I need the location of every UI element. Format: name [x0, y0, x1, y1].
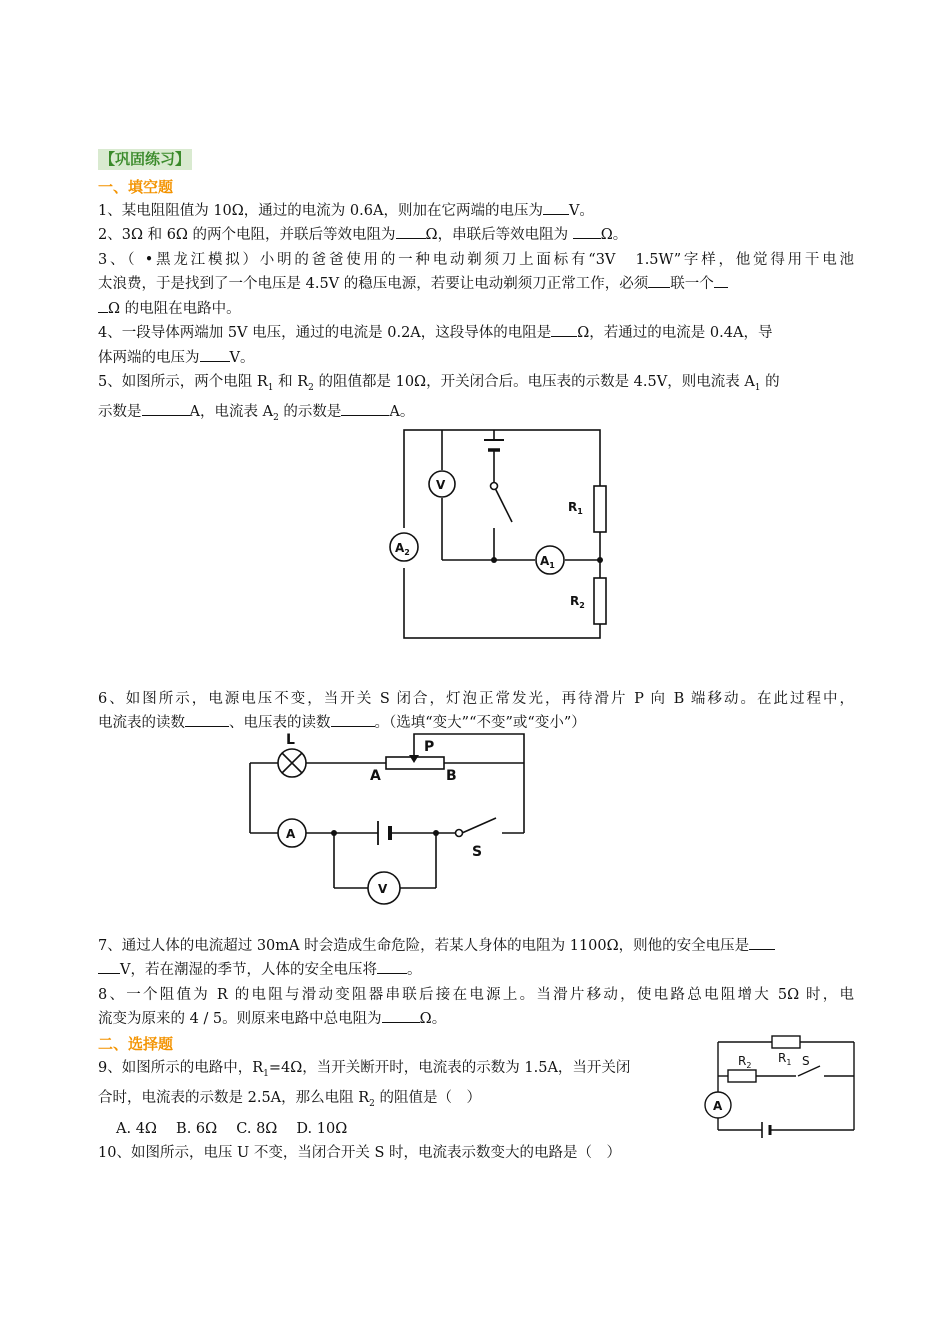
switch-label: S [472, 844, 483, 860]
question-6-line-2: 电流表的读数 、电压表的读数 。（选填“变大”“不变”或“变小”） [98, 711, 854, 736]
switch-contact [456, 830, 463, 837]
blank[interactable] [200, 346, 230, 362]
question-2: 2、3Ω 和 6Ω 的两个电阻，并联后等效电阻为 Ω，串联后等效电阻为 Ω。 [98, 223, 854, 248]
exercise-header [98, 148, 854, 173]
resistor-r2-label: $R_2$ [738, 1054, 752, 1070]
blank[interactable] [551, 321, 577, 337]
worksheet [98, 148, 854, 1166]
blank[interactable] [341, 400, 389, 416]
circuit-figure-2 [240, 728, 540, 910]
blank[interactable] [331, 711, 375, 727]
lamp-label: L [286, 732, 295, 748]
blank[interactable] [543, 199, 569, 215]
question-8-line-2: 流变为原来的 4 / 5。则原来电路中总电阻为 Ω。 [98, 1007, 854, 1032]
resistor-r1-symbol [772, 1036, 800, 1048]
question-3-line-1: 3、（ •黑龙江模拟）小明的爸爸使用的一种电动剃须刀上面标有“3V 1.5W”字样，他觉得用干电池 [98, 251, 854, 268]
resistor-r1-label: $R_1$ [778, 1051, 792, 1067]
question-3-line-2: 太浪费，于是找到了一个电压是 4.5V 的稳压电源，若要让电动剃须刀正常工作，必须 联一个 [98, 272, 854, 297]
question-9-line-1: 9、如图所示的电路中，$R_1=4\Omega$，当开关断开时，电流表的示数为 1.5A，当开关闭 [98, 1059, 631, 1079]
question-7-line-1: 7、通过人体的电流超过 30mA 时会造成生命危险，若某人身体的电阻为 1100Ω，则他的安全电压是 [98, 934, 854, 959]
question-10: 10、如图所示，电压 U 不变，当闭合开关 S 时，电流表示数变大的电路是（ ） [98, 1145, 622, 1162]
switch-contact [491, 483, 498, 490]
resistor-r1-symbol [594, 486, 606, 532]
switch-blade [494, 486, 512, 522]
slider-label: P [424, 739, 435, 755]
rheostat-end-b-label: B [446, 768, 457, 784]
blank[interactable] [749, 934, 775, 950]
blank[interactable] [382, 1007, 420, 1023]
blank[interactable] [377, 958, 407, 974]
blank[interactable] [648, 272, 670, 288]
voltmeter-label: V [378, 882, 388, 896]
blank[interactable] [98, 958, 120, 974]
resistor-r1-label: $R_1$ [568, 500, 583, 516]
question-5-line-2: 示数是 A，电流表 $A_2$ 的示数是 A。 [98, 400, 854, 430]
question-8-line-1: 8、一个阻值为 R 的电阻与滑动变阻器串联后接在电源上。当滑片移动，使电路总电阻增大 5Ω 时，电 [98, 986, 854, 1003]
blank[interactable] [396, 223, 426, 239]
question-6-line-1: 6、如图所示，电源电压不变，当开关 S 闭合，灯泡正常发光，再待滑片 P 向 B 端移动。在此过程中， [98, 690, 854, 707]
junction-dot [491, 557, 497, 563]
ammeter-a2-label: $A_2$ [395, 541, 410, 557]
circuit-figure-1 [380, 420, 620, 648]
exercise-tag: 【巩固练习】 [100, 150, 191, 168]
blank[interactable] [714, 272, 728, 288]
resistor-r2-symbol [728, 1070, 756, 1082]
question-1: 1、某电阻阻值为 10Ω，通过的电流为 0.6A，则加在它两端的电压为 V。 [98, 199, 854, 224]
section-choice: 二、选择题 [98, 1034, 174, 1053]
section-fill-in: 一、填空题 [98, 177, 174, 196]
question-9-line-2: 合时，电流表的示数是 2.5A，那么电阻 $R_2$ 的阻值是（ ） [98, 1090, 482, 1110]
rheostat-end-a-label: A [370, 768, 381, 784]
question-4-line-1: 4、一段导体两端加 5V 电压，通过的电流是 0.2A，这段导体的电阻是 Ω，若通过的电流是 0.4A，导 [98, 321, 854, 346]
voltmeter-label: V [436, 478, 446, 492]
junction-dot [597, 557, 603, 563]
question-7-line-2: V，若在潮湿的季节，人体的安全电压将 。 [98, 958, 854, 983]
blank[interactable] [142, 400, 190, 416]
question-5-line-1: 5、如图所示，两个电阻 $R_1$ 和 $R_2$ 的阻值都是 10Ω，开关闭合后。电压表的示数是 4.5V，则电流表 $A_1$ 的 [98, 374, 780, 393]
blank[interactable] [573, 223, 601, 239]
question-3-line-3: Ω 的电阻在电路中。 [98, 297, 854, 322]
ammeter-label: A [713, 1099, 723, 1113]
ammeter-label: A [286, 827, 296, 841]
blank[interactable] [185, 711, 229, 727]
junction-dot [433, 830, 439, 836]
ammeter-a1-label: $A_1$ [540, 554, 555, 570]
circuit-figure-3 [698, 1030, 862, 1142]
resistor-r2-label: $R_2$ [570, 594, 585, 610]
switch-label: S [802, 1054, 810, 1068]
junction-dot [331, 830, 337, 836]
question-9-options[interactable]: A. 4Ω B. 6Ω C. 8Ω D. 10Ω [116, 1120, 348, 1137]
question-4-line-2: 体两端的电压为 V。 [98, 346, 854, 371]
blank[interactable] [98, 297, 108, 313]
switch-s-blade [462, 818, 496, 833]
resistor-r2-symbol [594, 578, 606, 624]
